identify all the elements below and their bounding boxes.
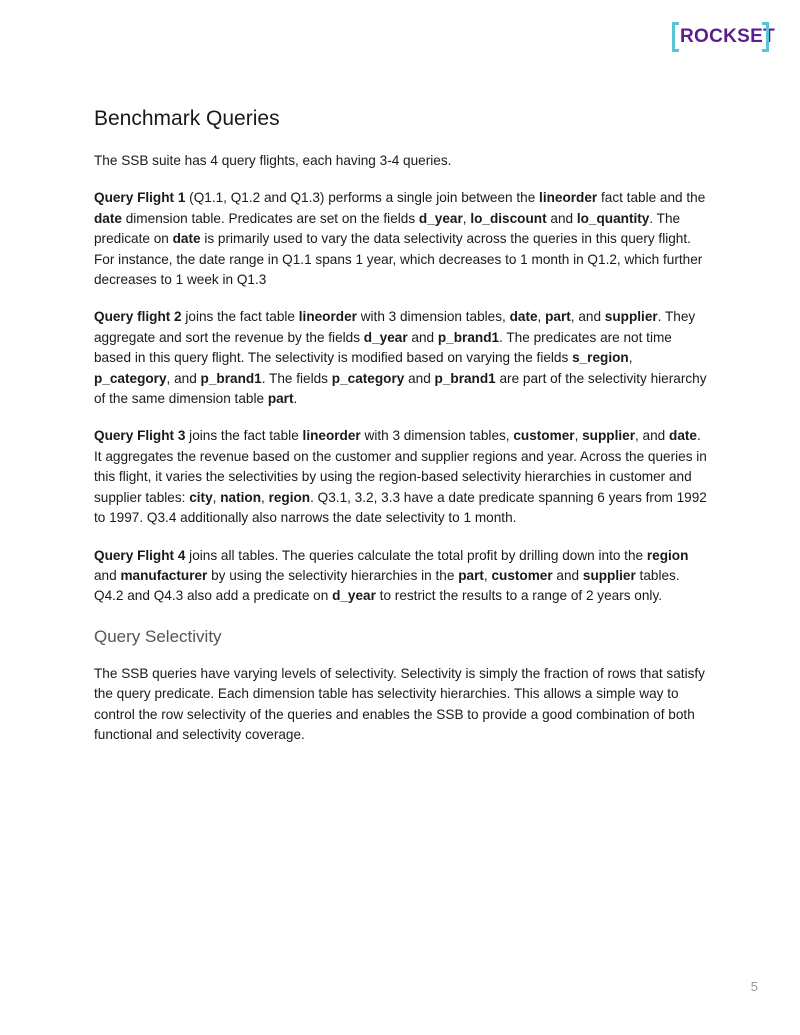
document-body (94, 104, 710, 762)
bold-term: lineorder (302, 428, 361, 444)
bold-term: Query flight 2 (94, 309, 182, 325)
text-segment: and (552, 567, 583, 583)
bold-term: lineorder (298, 309, 357, 325)
section-subheading: Query Selectivity (94, 626, 222, 646)
bold-term: lo_quantity (576, 210, 650, 226)
text-segment: , (537, 309, 546, 325)
text-segment: and (546, 210, 577, 226)
text-segment: with 3 dimension tables, (360, 428, 514, 444)
bold-term: supplier (604, 309, 658, 325)
bold-term: supplier (582, 428, 635, 444)
bold-term: customer (513, 428, 575, 444)
bold-term: nation (220, 489, 261, 505)
bold-term: part (267, 391, 294, 407)
text-segment: and (407, 329, 438, 345)
bold-term: Query Flight 1 (94, 190, 186, 206)
text-segment: joins the fact table (185, 428, 303, 444)
text-segment: (Q1.1, Q1.2 and Q1.3) performs a single join between the (185, 190, 540, 206)
selectivity-paragraph: The SSB queries have varying levels of selectivity. Selectivity is simply the fraction of rows that satisfy the query predicate. Each dimension table has selectivity hierarchies. This allows a simple way to control the row selectivity of the queries and enables the SSB to provide a good combination of both functional and selectivity coverage. (94, 665, 705, 742)
text-segment: joins all tables. The queries calculate the total profit by drilling down into the (185, 547, 647, 563)
text-segment: and (94, 567, 121, 583)
text-segment: , (574, 428, 583, 444)
text-segment: . Q3.1, 3.2, 3.3 have a date predicate spanning 6 years from 1992 to 1997. Q3.4 additionally also narrows the date selectivity to 1 month. (94, 489, 707, 526)
bold-term: p_brand1 (434, 370, 496, 386)
bold-term: supplier (582, 567, 636, 583)
bold-term: customer (491, 567, 553, 583)
bold-term: d_year (418, 210, 463, 226)
bold-term: lineorder (539, 190, 598, 206)
text-segment: with 3 dimension tables, (356, 309, 510, 325)
logo-wordmark: ROCKSET (680, 26, 775, 47)
bold-term: p_brand1 (437, 329, 500, 345)
bold-term: p_category (94, 370, 167, 386)
bold-term: s_region (572, 350, 629, 366)
text-segment: . They aggregate and sort the revenue by the fields (94, 309, 696, 345)
text-segment: , (261, 489, 269, 505)
text-segment: , (483, 567, 492, 583)
text-segment: is primarily used to vary the data selectivity across the queries in this query flight. For instance, the date range in Q1.1 spans 1 year, which decreases to 1 month in Q1.2, which further decreases to 1 week in Q1.3 (94, 231, 703, 288)
bold-term: p_category (331, 370, 405, 386)
logo-right-bracket (762, 22, 769, 52)
text-segment: , and (570, 309, 605, 325)
intro-paragraph: The SSB suite has 4 query flights, each having 3-4 queries. (94, 153, 452, 168)
text-segment: . It aggregates the revenue based on the customer and supplier regions and year. Across the queries in this flight, it varies the selectivities by using the region-based selectivity hierarchies in customer and supplier tables: (94, 428, 707, 505)
bold-term: manufacturer (120, 567, 208, 583)
text-segment: . The predicate on (94, 210, 681, 247)
text-segment: are part of the selectivity hierarchy of the same dimension table (94, 370, 707, 407)
text-segment: fact table and the (597, 190, 706, 206)
query-flight-3-paragraph (94, 426, 710, 528)
bold-term: part (458, 567, 484, 583)
bold-term: date (172, 231, 201, 247)
bold-term: region (646, 547, 689, 563)
query-flight-2-paragraph (94, 307, 710, 409)
text-segment: . The predicates are not time based in this query flight. The selectivity is modified based on varying the fields (94, 329, 672, 366)
text-segment: , and (635, 428, 670, 444)
text-segment: joins the fact table (181, 309, 299, 325)
bold-term: d_year (332, 588, 376, 604)
text-segment: to restrict the results to a range of 2 years only. (375, 588, 663, 604)
page-title: Benchmark Queries (94, 107, 280, 130)
text-segment: , (628, 350, 633, 366)
query-flight-1-paragraph (94, 188, 710, 290)
text-segment: . (293, 391, 298, 407)
text-segment: , (212, 489, 221, 505)
bold-term: lo_discount (470, 210, 547, 226)
query-flight-4-paragraph (94, 546, 710, 607)
bold-term: date (94, 210, 122, 226)
bold-term: date (509, 309, 538, 325)
text-segment: , and (166, 370, 201, 386)
bold-term: part (545, 309, 571, 325)
rockset-logo (672, 22, 775, 52)
text-segment: dimension table. Predicates are set on the fields (121, 210, 419, 226)
bold-term: p_brand1 (200, 370, 262, 386)
text-segment: by using the selectivity hierarchies in the (207, 567, 459, 583)
bold-term: Query Flight 3 (94, 428, 186, 444)
logo-left-bracket (672, 22, 679, 52)
bold-term: date (669, 428, 697, 444)
text-segment: tables. Q4.2 and Q4.3 also add a predicate on (94, 567, 680, 604)
bold-term: region (268, 489, 311, 505)
bold-term: d_year (363, 329, 408, 345)
text-segment: and (404, 370, 435, 386)
bold-term: city (189, 489, 213, 505)
bold-term: Query Flight 4 (94, 547, 186, 563)
page-number: 5 (750, 979, 758, 994)
text-segment: , (462, 210, 471, 226)
text-segment: . The fields (261, 370, 332, 386)
